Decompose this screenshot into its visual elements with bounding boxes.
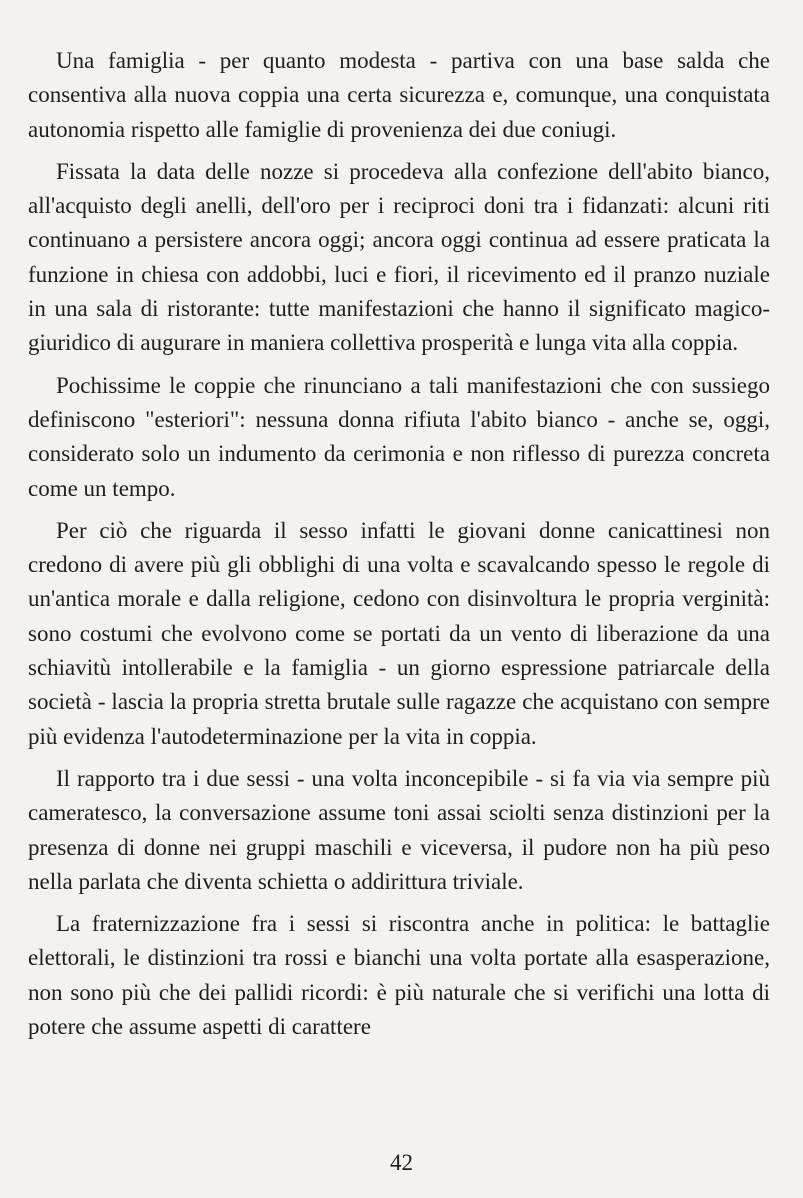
paragraph-1: Una famiglia - per quanto modesta - partiva con una base salda che consentiva alla nuova coppia una certa sicurezza e, comunque, una conquistata autonomia rispetto alle famiglie di provenienza dei due coniugi. [28, 48, 770, 142]
body-text [28, 44, 770, 1052]
paragraph-2: Fissata la data delle nozze si procedeva alla confezione dell'abito bianco, all'acquisto degli anelli, dell'oro per i reciproci doni tra i fidanzati: alcuni riti continuano a persistere ancora oggi; ancora oggi continua ad essere praticata la funzione in chiesa con addobbi, luci e fiori, il ricevimento ed il pranzo nuziale in una sala di ristorante: tutte manifestazioni che hanno il significato magico-giuridico di augurare in maniera collettiva prosperità e lunga vita alla coppia. [28, 158, 770, 356]
paragraph-3: Pochissime le coppie che rinunciano a tali manifestazioni che con sussiego definiscono "esteriori": nessuna donna rifiuta l'abito bianco - anche se, oggi, considerato solo un indumento da cerimonia e non riflesso di purezza concreta come un tempo. [28, 372, 770, 501]
page-number: 42 [390, 1150, 413, 1175]
paragraph-4: Per ciò che riguarda il sesso infatti le giovani donne canicattinesi non credono di avere più gli obblighi di una volta e scavalcando spesso le regole di un'antica morale e dalla religione, cedono con disinvoltura le propria verginità: sono costumi che evolvono come se portati da un vento di liberazione da una schiavitù intollerabile e la famiglia - un giorno espressione patriarcale della società - lascia la propria stretta brutale sulle ragazze che acquistano con sempre più evidenza l'autodeterminazione per la vita in coppia. [28, 517, 770, 749]
paragraph-5: Il rapporto tra i due sessi - una volta inconcepibile - si fa via via sempre più cameratesco, la conversazione assume toni assai sciolti senza distinzioni per la presenza di donne nei gruppi maschili e viceversa, il pudore non ha più peso nella parlata che diventa schietta o addirittura triviale. [28, 765, 770, 894]
paragraph-6: La fraternizzazione fra i sessi si riscontra anche in politica: le battaglie elettorali, le distinzioni tra rossi e bianchi una volta portate alla esasperazione, non sono più che dei pallidi ricordi: è più naturale che si verifichi una lotta di potere che assume aspetti di carattere [28, 911, 770, 1040]
